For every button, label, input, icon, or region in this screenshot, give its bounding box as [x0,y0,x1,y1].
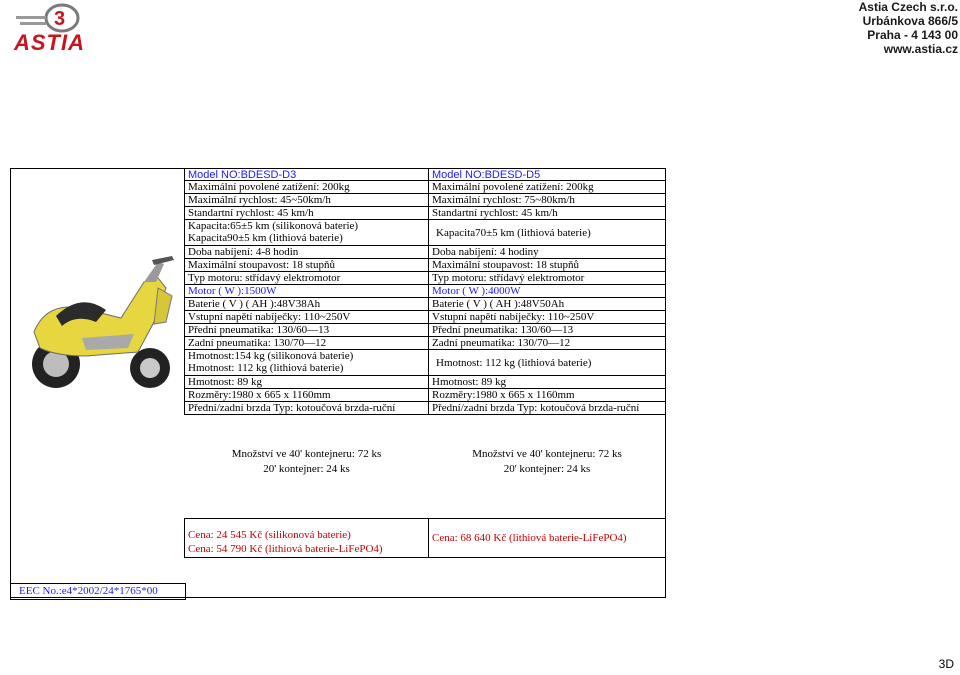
model-d5-price [428,518,666,558]
qty-20ft: 20' kontejner: 24 ks [503,463,591,475]
spec-weight-lithium: Hmotnost: 112 kg (lithiová baterie) [188,362,344,374]
company-address [859,0,958,56]
spec-motor-type: Typ motoru: střídavý elektromotor [428,272,666,285]
spec-motor-power: Motor ( W ):1500W [184,285,429,298]
spec-max-load: Maximální povolené zatížení: 200kg [428,181,666,194]
spec-rear-tire: Zadní pneumatika: 130/70—12 [428,337,666,350]
company-web: www.astia.cz [883,42,958,56]
logo-wordmark: ASTIA [14,30,85,55]
company-name: Astia Czech s.r.o. [858,0,958,14]
spec-std-speed: Standartní rychlost: 45 km/h [428,207,666,220]
price-lithium: Cena: 54 790 Kč (lithiová baterie-LiFePO4) [188,543,383,555]
model-d3-name: Model NO:BDESD-D3 [184,168,429,181]
model-d3-quantity [184,447,429,477]
company-street: Urbánkova 866/5 [862,14,958,28]
model-d3-specs [184,168,429,415]
spec-battery: Baterie ( V ) ( AH ):48V50Ah [428,298,666,311]
spec-charger-input: Vstupní napětí nabíječky: 110~250V [428,311,666,324]
spec-weight-base: Hmotnost: 89 kg [428,376,666,389]
spec-max-load: Maximální povolené zatížení: 200kg [184,181,429,194]
spec-charger-input: Vstupní napětí nabíječky: 110~250V [184,311,429,324]
price-lithium: Cena: 68 640 Kč (lithiová baterie-LiFePO4) [432,532,627,544]
spec-front-tire: Přední pneumatika: 130/60—13 [184,324,429,337]
company-city: Praha - 4 143 00 [867,28,958,42]
model-d5-quantity [428,447,666,477]
model-d3-price [184,518,429,558]
price-silicon: Cena: 24 545 Kč (silikonová baterie) [188,529,351,541]
spec-std-speed: Standartní rychlost: 45 km/h [184,207,429,220]
spec-climb: Maximální stoupavost: 18 stupňů [184,259,429,272]
spec-capacity-lithium: Kapacita90±5 km (lithiová baterie) [188,232,343,244]
spec-capacity-silicon: Kapacita:65±5 km (silikonová baterie) [188,220,359,232]
spec-charge-time: Doba nabíjení: 4-8 hodin [184,246,429,259]
eec-number: EEC No.:e4*2002/24*1765*00 [10,583,186,600]
svg-text:3: 3 [54,8,66,30]
spec-motor-type: Typ motoru: střídavý elektromotor [184,272,429,285]
model-d5-name: Model NO:BDESD-D5 [428,168,666,181]
spec-max-speed: Maximální rychlost: 45~50km/h [184,194,429,207]
qty-40ft: Množství ve 40' kontejneru: 72 ks [472,448,622,460]
spec-battery: Baterie ( V ) ( AH ):48V38Ah [184,298,429,311]
spec-weight-silicon: Hmotnost:154 kg (silikonová baterie) [188,350,354,362]
page-tag: 3D [938,657,954,671]
spec-capacity [184,220,429,246]
spec-brakes: Přední/zadní brzda Typ: kotoučová brzda-ruční [428,402,666,415]
spec-dimensions: Rozměry:1980 x 665 x 1160mm [184,389,429,402]
spec-rear-tire: Zadní pneumatika: 130/70—12 [184,337,429,350]
spec-charge-time: Doba nabíjení: 4 hodiny [428,246,666,259]
spec-motor-power: Motor ( W ):4000W [428,285,666,298]
spec-climb: Maximální stoupavost: 18 stupňů [428,259,666,272]
spec-max-speed: Maximální rychlost: 75~80km/h [428,194,666,207]
scooter-image [26,252,181,397]
spec-brakes: Přední/zadní brzda Typ: kotoučová brzda-ruční [184,402,429,415]
spec-weight-base: Hmotnost: 89 kg [184,376,429,389]
spec-dimensions: Rozměry:1980 x 665 x 1160mm [428,389,666,402]
spec-weight [184,350,429,376]
spec-capacity: Kapacita70±5 km (lithiová baterie) [428,220,666,246]
spec-weight: Hmotnost: 112 kg (lithiová baterie) [428,350,666,376]
model-d5-specs [428,168,666,415]
spec-front-tire: Přední pneumatika: 130/60—13 [428,324,666,337]
qty-40ft: Množství ve 40' kontejneru: 72 ks [231,448,382,460]
qty-20ft: 20' kontejner: 24 ks [263,463,350,475]
